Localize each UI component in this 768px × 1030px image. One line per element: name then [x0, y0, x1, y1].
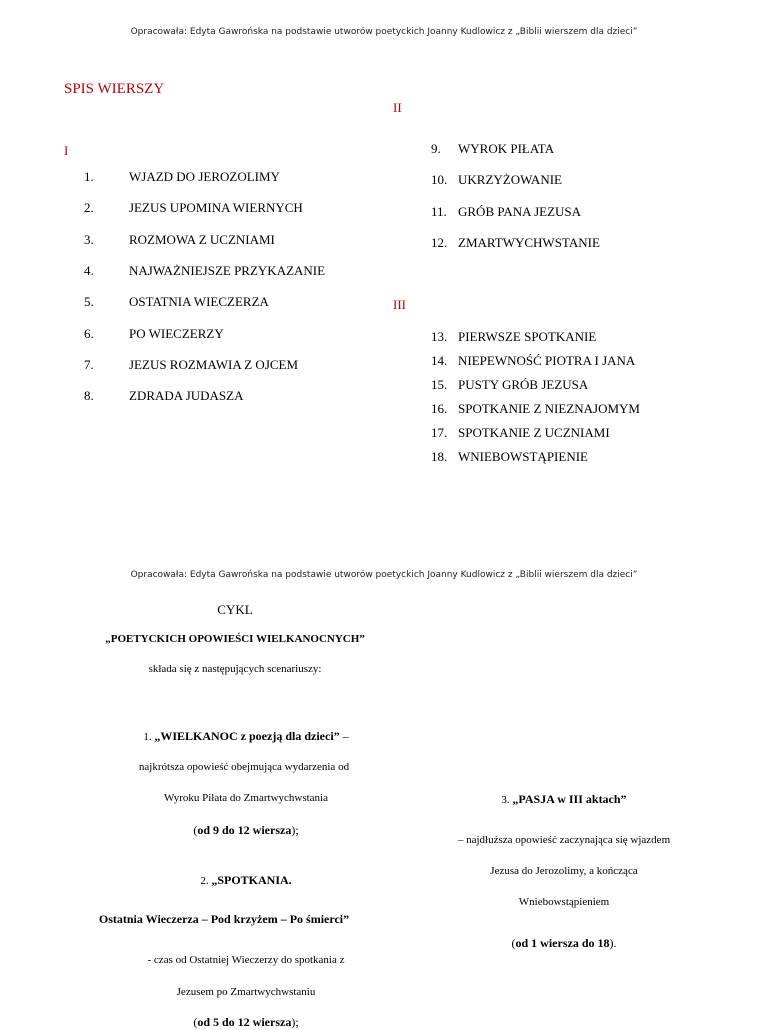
toc-item-title: WYROK PIŁATA: [458, 141, 555, 156]
cycle-subtitle: „POETYCKICH OPOWIEŚCI WIELKANOCNYCH”: [105, 633, 365, 645]
scenario-3-desc-1: – najdłuższa opowieść zaczynająca się wjazdem: [457, 834, 671, 846]
toc-item-title: ZMARTWYCHWSTANIE: [458, 234, 600, 250]
toc-item-title: JEZUS UPOMINA WIERNYCH: [129, 200, 303, 216]
scenario-3-desc-2: Jezusa do Jerozolimy, a kończąca: [490, 865, 638, 877]
toc-item-number: 17.: [431, 425, 448, 440]
toc-item-number: 15.: [431, 377, 448, 392]
toc-item: [84, 263, 404, 281]
toc-item-number: 10.: [431, 172, 448, 188]
toc-item: [431, 377, 751, 395]
scenario-2-number: 2.: [200, 875, 212, 887]
toc-item-number: 7.: [84, 356, 94, 372]
page-header-2: Opracowała: Edyta Gawrońska na podstawie utworów poetyckich Joanny Kudlowicz z „Biblii wierszem dla dzieci”: [130, 570, 638, 580]
toc-item-title: SPOTKANIE Z NIEZNAJOMYM: [458, 401, 640, 416]
toc-item-number: 18.: [431, 449, 448, 464]
toc-item: [431, 449, 751, 467]
toc-item-title: OSTATNIA WIECZERZA: [129, 294, 269, 310]
toc-item-title: WJAZD DO JEROZOLIMY: [129, 169, 280, 184]
toc-item: [84, 232, 404, 250]
toc-item-title: WNIEBOWSTĄPIENIE: [458, 449, 588, 464]
toc-item-title: ROZMOWA Z UCZNIAMI: [129, 231, 275, 247]
scenario-1-desc-2: Wyroku Piłata do Zmartwychwstania: [164, 792, 328, 804]
scenario-3-range: [512, 936, 617, 951]
toc-item: [84, 294, 404, 312]
toc-item-title: GRÓB PANA JEZUSA: [458, 203, 582, 219]
toc-item-number: 11.: [431, 203, 447, 219]
toc-item-title: JEZUS ROZMAWIA Z OJCEM: [129, 356, 299, 372]
scenario-1-range-text: od 9 do 12 wiersza: [197, 823, 292, 837]
toc-item-number: 16.: [431, 401, 448, 416]
toc-item-number: 14.: [431, 353, 448, 368]
scenario-2-range: [193, 1015, 298, 1030]
scenario-1-range: [193, 823, 298, 838]
cycle-intro: składa się z następujących scenariuszy:: [148, 663, 322, 675]
toc-item: [431, 401, 751, 419]
toc-item-number: 5.: [84, 294, 94, 310]
toc-item: [84, 388, 404, 406]
toc-item-title: PIERWSZE SPOTKANIE: [458, 329, 597, 344]
scenario-2-desc-2: Jezusem po Zmartwychwstaniu: [176, 986, 316, 998]
toc-item: [431, 353, 751, 371]
scenario-2-heading: [200, 873, 291, 888]
toc-item-number: 12.: [431, 234, 448, 250]
scenario-1-range-open: (: [193, 823, 198, 837]
scenario-3-desc-3: Wniebowstąpieniem: [518, 896, 610, 908]
scenario-3-heading: [501, 792, 626, 807]
toc-item-title: PUSTY GRÓB JEZUSA: [458, 377, 589, 392]
section-label-i: I: [64, 143, 69, 158]
toc-item-title: PO WIECZERZY: [129, 325, 224, 341]
scenario-1-range-close: );: [291, 823, 299, 837]
toc-item: [84, 357, 404, 375]
toc-item-number: 1.: [84, 169, 94, 184]
page-header: Opracowała: Edyta Gawrońska na podstawie utworów poetyckich Joanny Kudlowicz z „Biblii wierszem dla dzieci”: [130, 27, 638, 37]
toc-item-number: 3.: [84, 231, 94, 247]
scenario-3-range-close: ).: [609, 936, 617, 950]
scenario-1-title: „WIELKANOC z poezją dla dzieci”: [154, 729, 340, 743]
section-label-iii: III: [393, 297, 406, 312]
cycle-title: CYKL: [217, 602, 253, 617]
scenario-1-heading: [143, 729, 348, 744]
scenario-2-range-open: (: [193, 1015, 198, 1029]
toc-item-title: NIEPEWNOŚĆ PIOTRA I JANA: [458, 353, 636, 368]
toc-item: [84, 326, 404, 344]
scenario-2-desc-1: - czas od Ostatniej Wieczerzy do spotkania z: [147, 954, 345, 966]
toc-item-title: NAJWAŻNIEJSZE PRZYKAZANIE: [129, 262, 326, 278]
toc-item-number: 9.: [431, 141, 441, 156]
toc-item: [431, 204, 751, 222]
toc-item-number: 2.: [84, 200, 94, 216]
toc-item-number: 13.: [431, 329, 448, 344]
toc-item-title: UKRZYŻOWANIE: [458, 172, 562, 188]
scenario-2-range-text: od 5 do 12 wiersza: [197, 1015, 292, 1029]
toc-item-number: 6.: [84, 325, 94, 341]
toc-item: [431, 172, 751, 190]
scenario-3-range-text: od 1 wiersza do 18: [515, 936, 610, 950]
toc-item: [431, 235, 751, 253]
toc-item-title: ZDRADA JUDASZA: [129, 388, 244, 404]
scenario-2-range-close: );: [291, 1015, 299, 1029]
toc-item: [84, 200, 404, 218]
toc-item-number: 4.: [84, 262, 94, 278]
toc-item-title: SPOTKANIE Z UCZNIAMI: [458, 425, 610, 440]
toc-item-number: 8.: [84, 388, 94, 404]
toc-item: [431, 329, 751, 347]
scenario-1-desc-1: najkrótsza opowieść obejmująca wydarzenia od: [138, 761, 350, 773]
scenario-3-number: 3.: [501, 794, 513, 806]
scenario-2-title: „SPOTKANIA.: [211, 873, 292, 887]
toc-item: [431, 141, 751, 159]
toc-item: [84, 169, 404, 187]
scenario-1-number: 1.: [143, 731, 155, 743]
scenario-2-subtitle: Ostatnia Wieczerza – Pod krzyżem – Po śmierci”: [98, 912, 350, 926]
section-label-ii: II: [393, 100, 402, 115]
scenario-3-range-open: (: [511, 936, 516, 950]
toc-title: SPIS WIERSZY: [64, 81, 165, 97]
scenario-3-title: „PASJA w III aktach”: [512, 792, 627, 806]
toc-item: [431, 425, 751, 443]
scenario-1-dash: –: [339, 729, 349, 743]
